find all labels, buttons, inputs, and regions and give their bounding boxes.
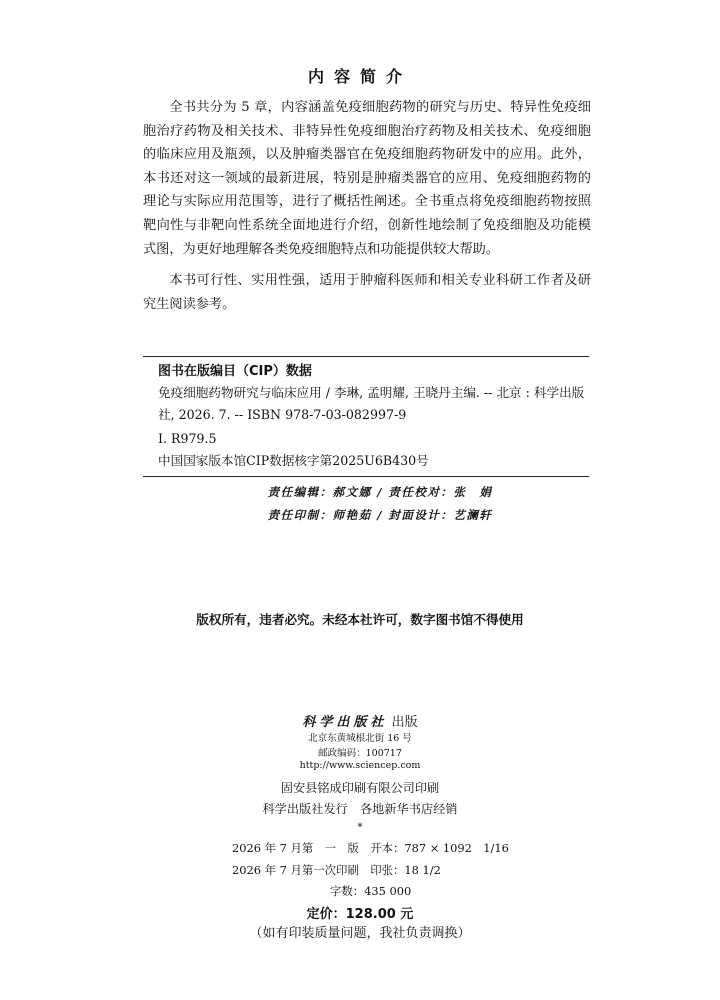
edition-line: 2026 年 7 月第 一 版 开本：787 × 1092 1/16 [232,841,509,855]
publisher-line [0,711,720,730]
publisher-address: 北京东黄城根北街 16 号 [308,733,412,744]
cip-heading: 图书在版编目（CIP）数据 [158,364,312,379]
cip-classification: Ⅰ. R979.5 [158,431,217,446]
intro-paragraph-2 [143,269,591,316]
intro-paragraph-2-text: 本书可行性、实用性强，适用于肿瘤科医师和相关专业科研工作者及研究生阅读参考。 [143,273,591,312]
publisher-website: http://www.sciencep.com [299,760,421,771]
word-count: 字数：435 000 [330,884,412,898]
publisher-logo: 科学出版社 [302,715,388,730]
cip-description: 免疫细胞药物研究与临床应用 / 李琳, 孟明耀, 王晓丹主编. -- 北京 : 科学出版社, 2026. 7. -- ISBN 978-7-03-082997-9 [158,385,585,422]
publisher-suffix: 出版 [391,715,418,730]
distribution-line: 科学出版社发行 各地新华书店经销 [262,802,458,816]
intro-title: 内容简介 [307,67,412,86]
intro-paragraph-1-text: 全书共分为 5 章，内容涵盖免疫细胞药物的研究与历史、特异性免疫细胞治疗药物及相关技术、非特异性免疫细胞治疗药物及相关技术、免疫细胞的临床应用及瓶颈，以及肿瘤类器官在免疫细胞药物研发中的应用。此外，本书还对这一领域的最新进展，特别是肿瘤类器官的应用、免疫细胞药物的理论与实际应用范围等，进行了概括性阐述。全书重点将免疫细胞药物按照靶向性与非靶向性系统全面地进行介绍，创新性地绘制了免疫细胞及功能模式图，为更好地理解各类免疫细胞特点和功能提供较大帮助。 [143,100,591,257]
defect-notice: （如有印装质量问题，我社负责调换） [249,926,471,941]
separator-star: * [357,822,363,833]
cip-record-number: 中国国家版本馆CIP数据核字第2025U6B430号 [158,453,429,468]
printer-line: 固安县铭成印刷有限公司印刷 [280,781,440,795]
staff-production: 责任印制：师艳茹 / 封面设计：艺澜轩 [267,508,493,522]
cip-top-rule [143,356,589,357]
publisher-postcode: 邮政编码：100717 [318,748,402,759]
staff-editors: 责任编辑：郝文娜 / 责任校对：张 娟 [267,485,493,499]
printing-line: 2026 年 7 月第一次印刷 印张：18 1/2 [232,863,441,877]
price: 定价：128.00 元 [306,907,414,922]
intro-paragraph-1 [143,96,591,261]
cip-bottom-rule [143,476,589,477]
rights-notice: 版权所有，违者必究。未经本社许可，数字图书馆不得使用 [196,612,524,627]
